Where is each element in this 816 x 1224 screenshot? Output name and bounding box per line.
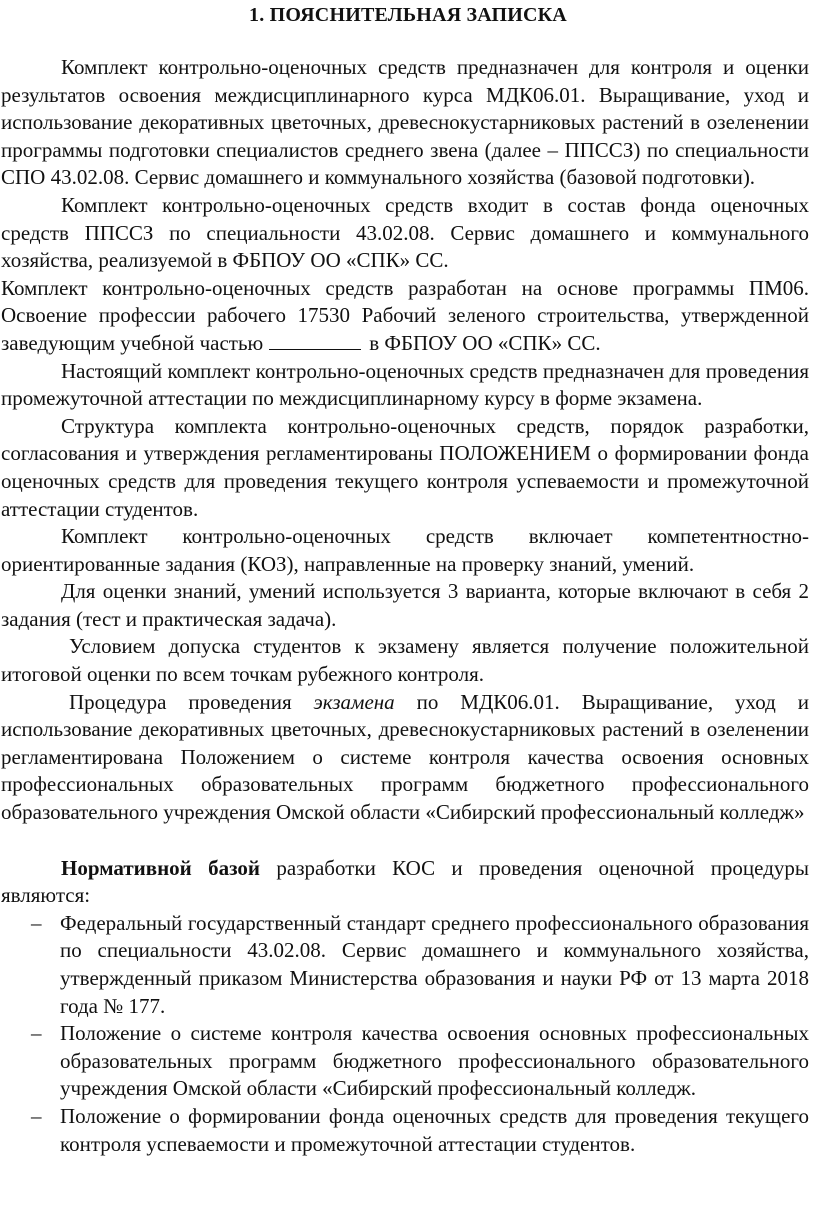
paragraph-normative-base bbox=[1, 855, 809, 910]
normative-list bbox=[1, 910, 809, 1158]
paragraph-exam-purpose: Настоящий комплект контрольно-оценочных средств предназначен для проведения промежуточной аттестации по междисциплинарному курсу в форме экзамена. bbox=[1, 358, 809, 411]
dash-bullet-icon: – bbox=[31, 1021, 42, 1046]
paragraph-procedure-start: Процедура проведения bbox=[69, 689, 292, 714]
paragraph-procedure-rest: по МДК06.01. Выращивание, уход и использование декоративных цветочных, древеснокустарниковых растений в озеленении регламентирована Положением о системе контроля качества освоения основных профессиональных образовательных программ бюджетного профессионального образовательного учреждения Омской области «Сибирский профессиональный колледж» bbox=[1, 689, 809, 825]
paragraph-basis-text: Комплект контрольно-оценочных средств разработан на основе программы ПМ06. Освоение профессии рабочего 17530 Рабочий зеленого строительства, утвержденной заведующим учебной частью bbox=[1, 275, 809, 355]
dash-bullet-icon: – bbox=[31, 910, 42, 935]
exam-italic: экзамена bbox=[313, 689, 395, 714]
signature-blank-line bbox=[269, 333, 361, 350]
normative-base-text: разработки КОС и проведения оценочной процедуры являются: bbox=[1, 855, 810, 908]
list-item-text: Положение о системе контроля качества освоения основных профессиональных образовательных программ бюджетного профессионального образовательного учреждения Омской области «Сибирский профессиональный колледж. bbox=[60, 1021, 809, 1101]
paragraph-basis bbox=[1, 275, 809, 358]
paragraph-procedure bbox=[1, 689, 809, 827]
list-item bbox=[1, 1020, 809, 1103]
paragraph-variants: Для оценки знаний, умений используется 3 варианта, которые включают в себя 2 задания (тест и практическая задача). bbox=[1, 579, 809, 631]
dash-bullet-icon: – bbox=[31, 1103, 42, 1128]
paragraph-admission: Условием допуска студентов к экзамену является получение положительной итоговой оценки по всем точкам рубежного контроля. bbox=[1, 634, 809, 687]
document-body bbox=[1, 54, 809, 1158]
list-item bbox=[1, 910, 809, 1020]
paragraph-tasks: Комплект контрольно-оценочных средств включает компетентностно-ориентированные задания (КОЗ), направленные на проверку знаний, умений. bbox=[1, 524, 809, 576]
list-item-text: Федеральный государственный стандарт среднего профессионального образования по специальности 43.02.08. Сервис домашнего и коммунального хозяйства, утвержденный приказом Министерства образования и науки РФ от 13 марта 2018 года № 177. bbox=[60, 910, 809, 1018]
paragraph-fund: Комплект контрольно-оценочных средств входит в состав фонда оценочных средств ППССЗ по специальности 43.02.08. Сервис домашнего и коммунального хозяйства, реализуемой в ФБПОУ ОО «СПК» СС. bbox=[1, 192, 809, 273]
list-item-text: Положение о формировании фонда оценочных средств для проведения текущего контроля успеваемости и промежуточной аттестации студентов. bbox=[60, 1103, 809, 1156]
page-title: 1. ПОЯСНИТЕЛЬНАЯ ЗАПИСКА bbox=[249, 4, 567, 26]
paragraph-spacer bbox=[1, 827, 809, 855]
list-item bbox=[1, 1103, 809, 1158]
paragraph-basis-tail: в ФБПОУ ОО «СПК» СС. bbox=[369, 330, 601, 355]
paragraph-structure: Структура комплекта контрольно-оценочных средств, порядок разработки, согласования и утверждения регламентированы ПОЛОЖЕНИЕМ о формировании фонда оценочных средств для проведения текущего контроля успеваемости и промежуточной аттестации студентов. bbox=[1, 413, 809, 521]
paragraph-purpose: Комплект контрольно-оценочных средств предназначен для контроля и оценки результатов освоения междисциплинарного курса МДК06.01. Выращивание, уход и использование декоративных цветочных, древеснокустарниковых растений в озеленении программы подготовки специалистов среднего звена (далее – ППССЗ) по специальности СПО 43.02.08. Сервис домашнего и коммунального хозяйства (базовой подготовки). bbox=[1, 55, 809, 190]
normative-base-bold: Нормативной базой bbox=[61, 855, 261, 880]
